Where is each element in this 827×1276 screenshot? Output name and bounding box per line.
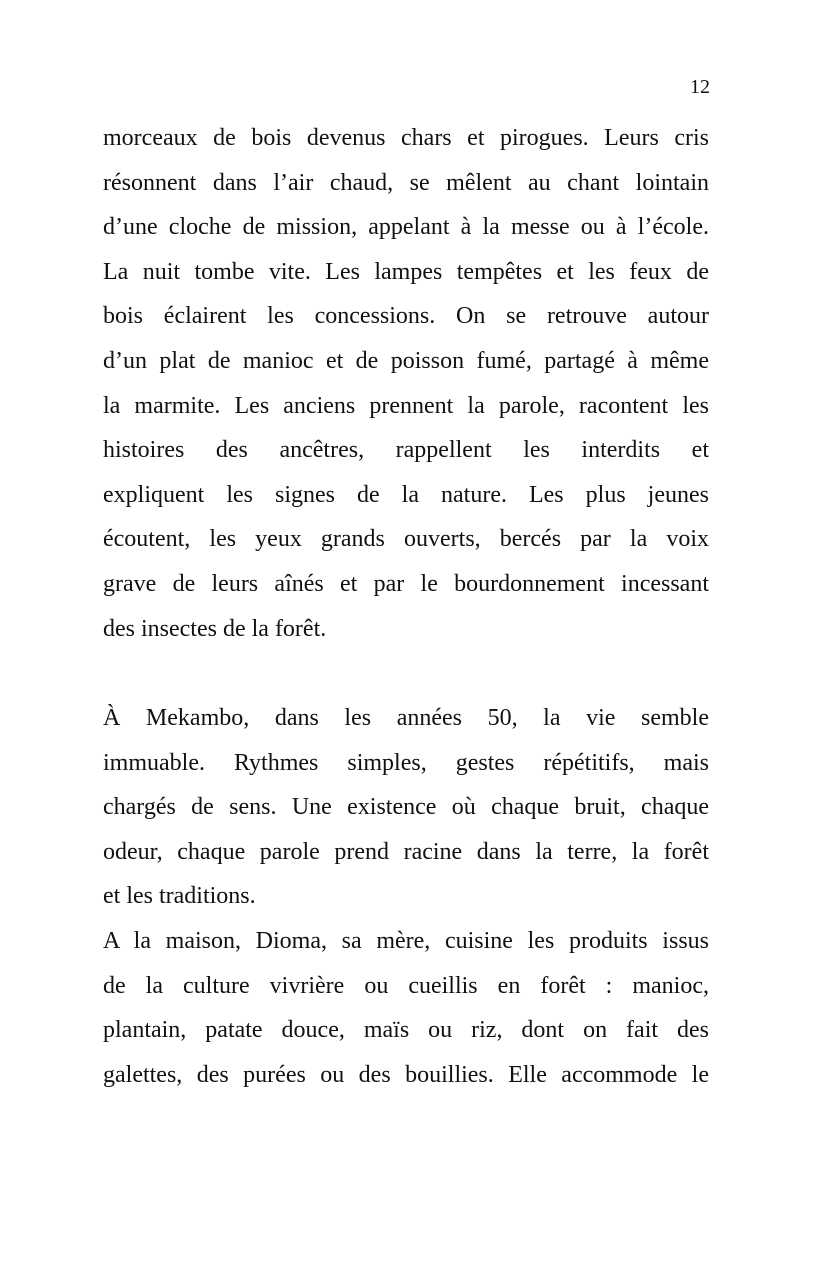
text-line: bois éclairent les concessions. On se retrouve autour	[103, 303, 709, 330]
text-line: odeur, chaque parole prend racine dans la terre, la forêt	[103, 838, 709, 865]
text-line: d’un plat de manioc et de poisson fumé, partagé à même	[103, 347, 709, 374]
text-line: morceaux de bois devenus chars et pirogues. Leurs cris	[103, 125, 709, 151]
text-line: expliquent les signes de la nature. Les plus jeunes	[103, 481, 709, 508]
text-line: des insectes de la forêt.	[103, 615, 327, 642]
text-line: plantain, patate douce, maïs ou riz, dont on fait des	[103, 1017, 709, 1044]
text-line: La nuit tombe vite. Les lampes tempêtes et les feux de	[103, 258, 709, 285]
text-line: d’une cloche de mission, appelant à la messe ou à l’école.	[103, 214, 709, 241]
text-line: écoutent, les yeux grands ouverts, bercés par la voix	[103, 526, 709, 553]
text-line: À Mekambo, dans les années 50, la vie semble	[103, 705, 709, 731]
text-line: A la maison, Dioma, sa mère, cuisine les produits issus	[103, 927, 709, 954]
text-line: immuable. Rythmes simples, gestes répétitifs, mais	[103, 749, 709, 776]
text-line: grave de leurs aînés et par le bourdonnement incessant	[103, 570, 709, 597]
text-line: et les traditions.	[103, 883, 256, 910]
text-line: de la culture vivrière ou cueillis en forêt : manioc,	[103, 972, 709, 999]
text-line: chargés de sens. Une existence où chaque bruit, chaque	[103, 794, 709, 821]
paragraph-1	[103, 116, 709, 651]
text-line: histoires des ancêtres, rappellent les interdits et	[103, 437, 709, 464]
paragraph-2-and-3	[103, 696, 709, 1097]
page-number: 12	[690, 76, 710, 98]
text-line: résonnent dans l’air chaud, se mêlent au chant lointain	[103, 169, 709, 196]
text-line: la marmite. Les anciens prennent la parole, racontent les	[103, 392, 709, 419]
text-line: galettes, des purées ou des bouillies. Elle accommode le	[103, 1061, 709, 1088]
